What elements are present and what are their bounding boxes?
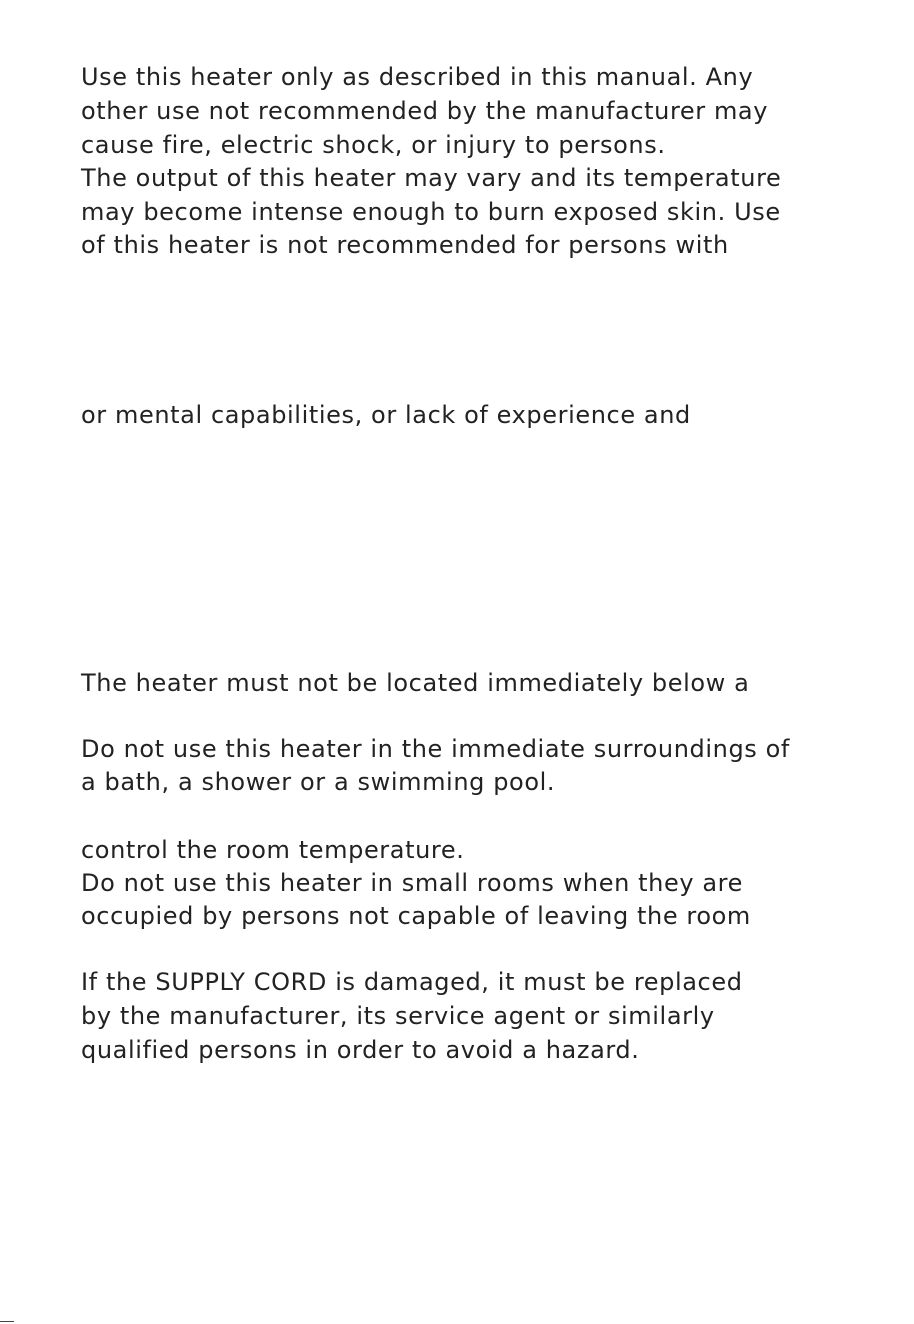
crop-mark [0, 1321, 14, 1322]
instruction-line: occupied by persons not capable of leaving the room [81, 902, 751, 930]
instruction-line: other use not recommended by the manufacturer may [81, 97, 769, 125]
instruction-line: by the manufacturer, its service agent or similarly [81, 1002, 715, 1030]
instruction-line: The heater must not be located immediately below a [81, 669, 750, 697]
instruction-line: The output of this heater may vary and its temperature [81, 164, 782, 192]
instruction-line: If the SUPPLY CORD is damaged, it must be replaced [81, 968, 743, 996]
instruction-line: Do not use this heater in the immediate surroundings of [81, 735, 790, 763]
instruction-line: a bath, a shower or a swimming pool. [81, 768, 556, 796]
instruction-line: of this heater is not recommended for persons with [81, 231, 729, 259]
instruction-line: may become intense enough to burn exposed skin. Use [81, 198, 781, 226]
instruction-line: Do not use this heater in small rooms when they are [81, 869, 743, 897]
instruction-line: Use this heater only as described in this manual. Any [81, 63, 754, 91]
instruction-line: cause fire, electric shock, or injury to persons. [81, 131, 666, 159]
instruction-line: qualified persons in order to avoid a hazard. [81, 1036, 640, 1064]
instruction-line: or mental capabilities, or lack of experience and [81, 401, 691, 429]
instruction-line: control the room temperature. [81, 836, 465, 864]
